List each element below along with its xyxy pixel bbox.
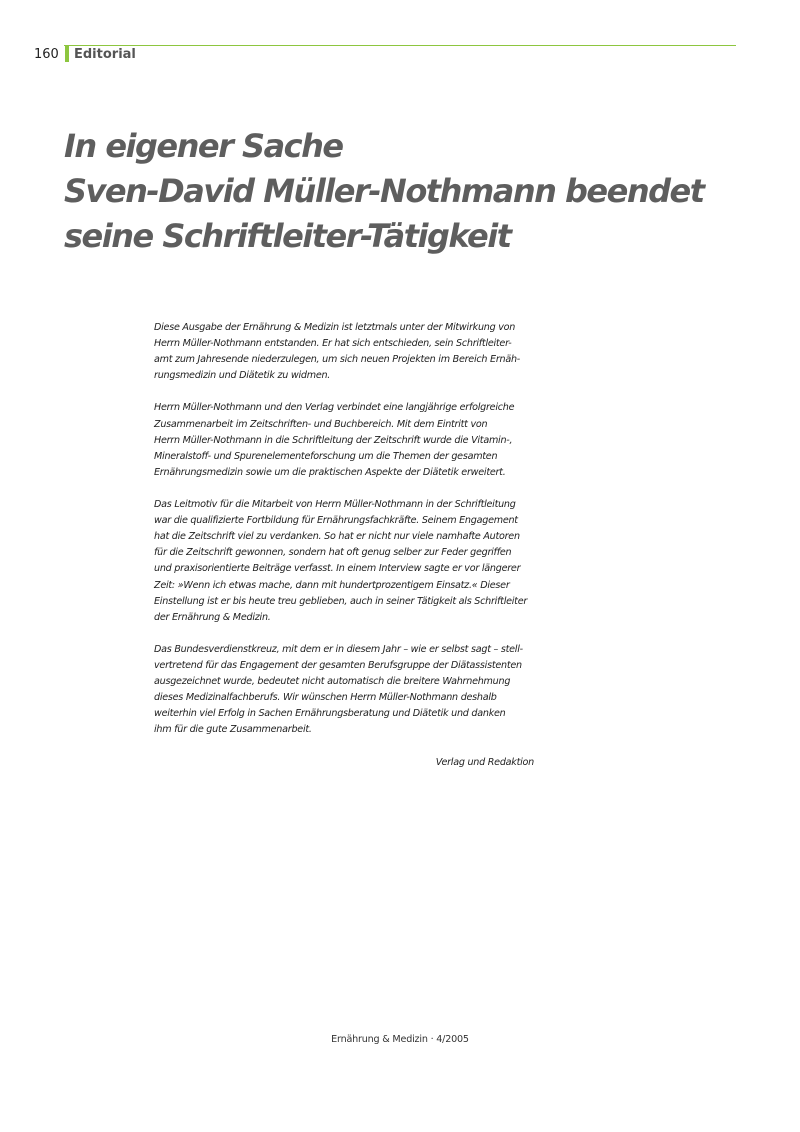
text-line: rungsmedizin und Diätetik zu widmen. <box>154 370 331 382</box>
text-line: Das Leitmotiv für die Mitarbeit von Herrn Müller-Nothmann in der Schriftleitung <box>154 499 516 511</box>
title-line: Sven-David Müller-Nothmann beendet <box>64 172 704 210</box>
section-marker <box>65 45 69 62</box>
text-line: Ernährungsmedizin sowie um die praktischen Aspekte der Diätetik erweitert. <box>154 466 506 478</box>
text-line: vertretend für das Engagement der gesamten Berufsgruppe der Diätassistenten <box>154 659 522 671</box>
page-footer: Ernährung & Medizin · 4/2005 <box>331 1034 469 1045</box>
signature: Verlag und Redaktion <box>435 756 534 768</box>
text-line: und praxisorientierte Beiträge verfasst. In einem Interview sagte er vor längerer <box>154 563 521 575</box>
text-line: Herrn Müller-Nothmann in die Schriftleitung der Zeitschrift wurde die Vitamin-, <box>154 434 513 446</box>
text-line: ausgezeichnet wurde, bedeutet nicht automatisch die breitere Wahrnehmung <box>154 676 511 688</box>
section-label: Editorial <box>74 47 136 62</box>
text-line: Zeit: »Wenn ich etwas mache, dann mit hundertprozentigem Einsatz.« Dieser <box>154 579 510 591</box>
text-line: Herrn Müller-Nothmann und den Verlag verbindet eine langjährige erfolgreiche <box>154 402 515 414</box>
text-line: Zusammenarbeit im Zeitschriften- und Buchbereich. Mit dem Eintritt von <box>154 418 488 430</box>
text-line: Mineralstoff- und Spurenelementeforschung um die Themen der gesamten <box>154 450 498 462</box>
text-line: weiterhin viel Erfolg in Sachen Ernährungsberatung und Diätetik und danken <box>154 708 506 720</box>
page-number: 160 <box>34 47 59 62</box>
text-line: für die Zeitschrift gewonnen, sondern hat oft genug selber zur Feder gegriffen <box>154 547 512 559</box>
text-line: Diese Ausgabe der Ernährung & Medizin ist letztmals unter der Mitwirkung von <box>154 322 516 333</box>
title-line: In eigener Sache <box>64 127 343 165</box>
page-header <box>34 45 736 63</box>
text-line: Das Bundesverdienstkreuz, mit dem er in diesem Jahr – wie er selbst sagt – stell- <box>154 643 523 655</box>
text-line: ihm für die gute Zusammenarbeit. <box>154 724 312 736</box>
paragraph <box>154 320 544 384</box>
text-line: dieses Medizinalfachberufs. Wir wünschen Herrn Müller-Nothmann deshalb <box>154 692 497 704</box>
text-line: war die qualifizierte Fortbildung für Ernährungsfachkräfte. Seinem Engagement <box>154 515 518 527</box>
article-title <box>64 124 744 259</box>
text-line: Einstellung ist er bis heute treu geblieben, auch in seiner Tätigkeit als Schriftleiter <box>154 595 528 607</box>
text-line: amt zum Jahresende niederzulegen, um sich neuen Projekten im Bereich Ernäh- <box>154 354 521 366</box>
text-line: der Ernährung & Medizin. <box>154 611 271 623</box>
article-body <box>154 320 544 787</box>
text-line: Herrn Müller-Nothmann entstanden. Er hat sich entschieden, sein Schriftleiter- <box>154 338 512 350</box>
paragraph <box>154 642 544 739</box>
paragraph <box>154 497 544 626</box>
paragraph <box>154 400 544 480</box>
text-line: hat die Zeitschrift viel zu verdanken. So hat er nicht nur viele namhafte Autoren <box>154 531 520 543</box>
header-rule <box>64 45 736 46</box>
title-line: seine Schriftleiter-Tätigkeit <box>64 217 511 255</box>
